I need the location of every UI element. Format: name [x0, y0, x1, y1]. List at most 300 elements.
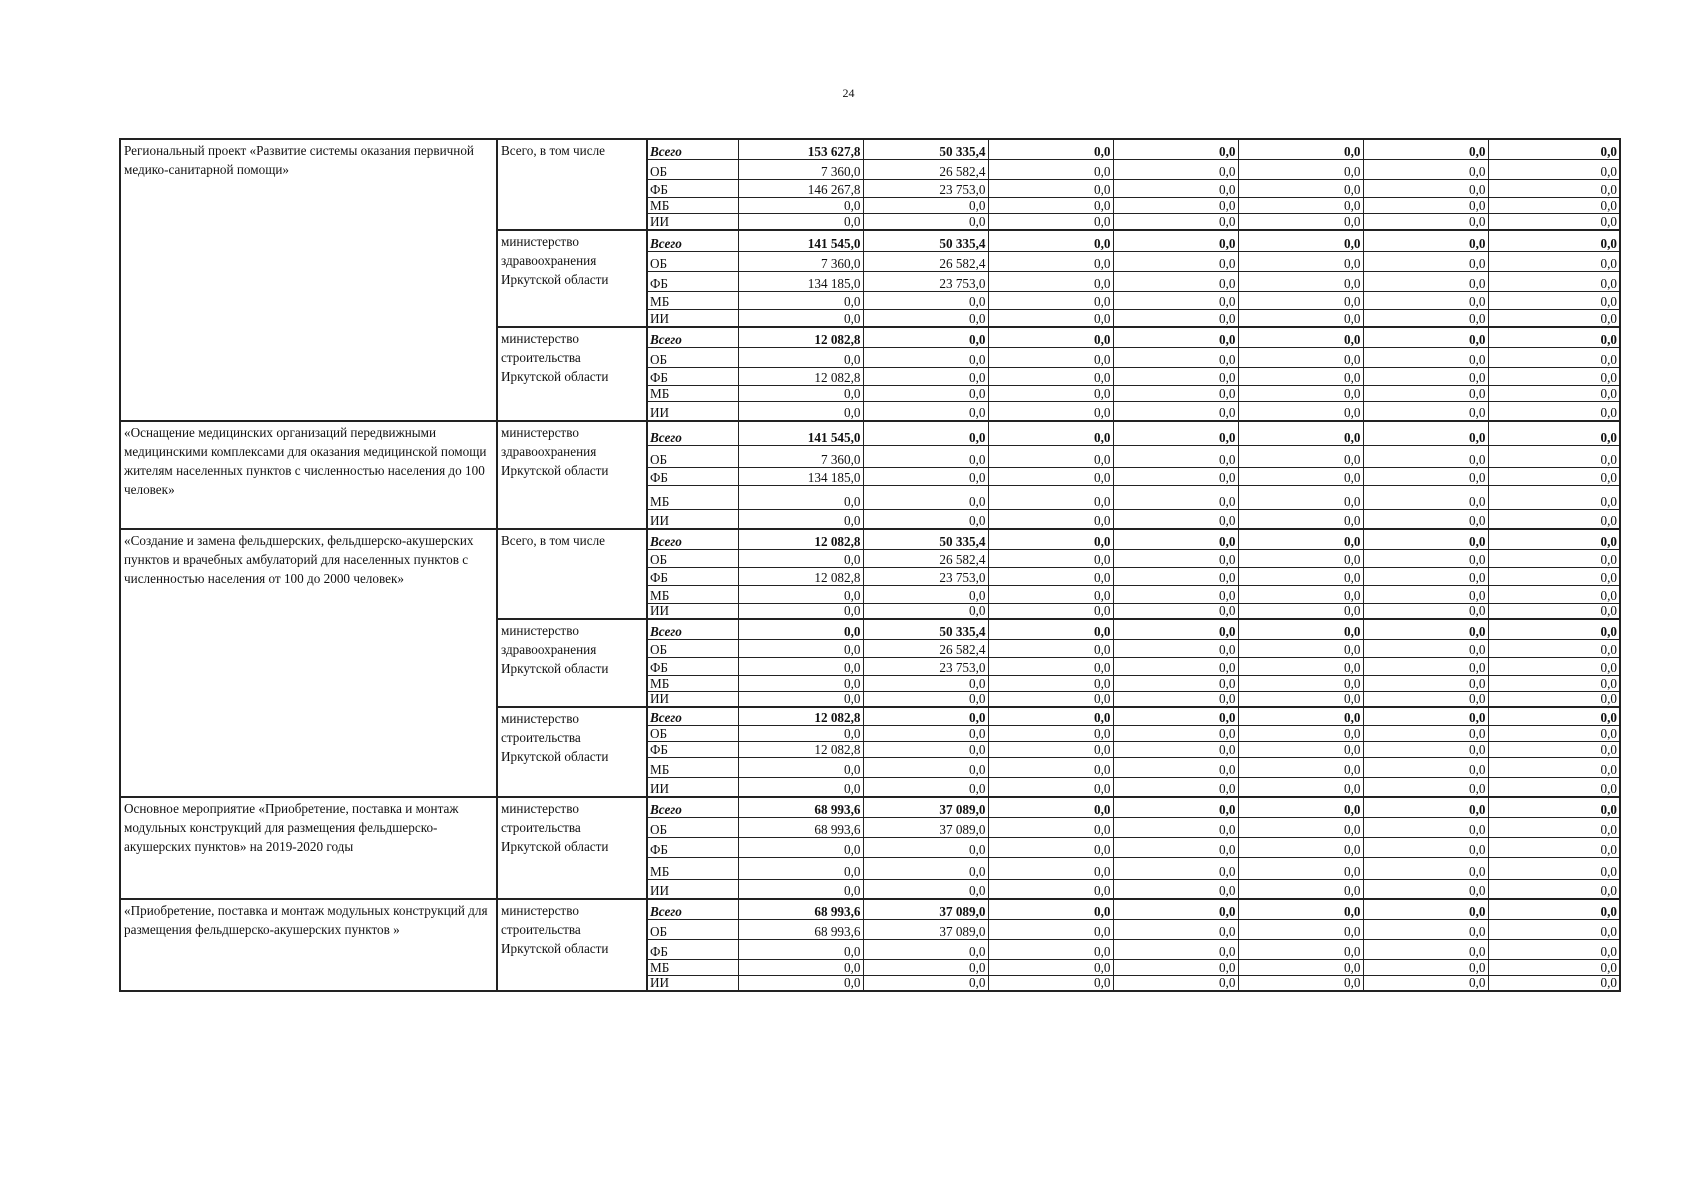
- amount-cell: 0,0: [1363, 421, 1488, 445]
- amount-cell: 0,0: [1363, 230, 1488, 251]
- funding-source-cell: ОБ: [647, 639, 738, 657]
- amount-cell: 0,0: [1238, 509, 1363, 529]
- amount-cell: 0,0: [863, 445, 988, 467]
- amount-cell: 0,0: [738, 401, 863, 421]
- executor-cell: министерство строительства Иркутской области: [497, 707, 647, 797]
- amount-cell: 0,0: [1238, 837, 1363, 857]
- amount-cell: 0,0: [863, 509, 988, 529]
- table-row: [120, 797, 1620, 817]
- measure-name-cell: Региональный проект «Развитие системы оказания первичной медико-санитарной помощи»: [120, 139, 497, 421]
- amount-cell: 0,0: [1238, 707, 1363, 725]
- amount-cell: 0,0: [1238, 725, 1363, 741]
- amount-cell: 0,0: [1238, 139, 1363, 159]
- amount-cell: 0,0: [1238, 549, 1363, 567]
- amount-cell: 50 335,4: [863, 529, 988, 549]
- amount-cell: 0,0: [988, 421, 1113, 445]
- amount-cell: 0,0: [1113, 159, 1238, 179]
- amount-cell: 0,0: [1113, 959, 1238, 975]
- amount-cell: 0,0: [1238, 159, 1363, 179]
- amount-cell: 7 360,0: [738, 159, 863, 179]
- amount-cell: 0,0: [1488, 159, 1620, 179]
- amount-cell: 0,0: [1113, 529, 1238, 549]
- amount-cell: 0,0: [1488, 741, 1620, 757]
- funding-source-cell: МБ: [647, 291, 738, 309]
- amount-cell: 0,0: [1488, 797, 1620, 817]
- amount-cell: 0,0: [1363, 197, 1488, 213]
- funding-source-cell: ОБ: [647, 725, 738, 741]
- amount-cell: 12 082,8: [738, 741, 863, 757]
- amount-cell: 0,0: [1488, 959, 1620, 975]
- amount-cell: 0,0: [1238, 529, 1363, 549]
- amount-cell: 0,0: [1488, 939, 1620, 959]
- amount-cell: 0,0: [1238, 757, 1363, 777]
- funding-source-cell: ФБ: [647, 179, 738, 197]
- funding-source-cell: МБ: [647, 385, 738, 401]
- amount-cell: 0,0: [1238, 797, 1363, 817]
- amount-cell: 0,0: [863, 401, 988, 421]
- amount-cell: 0,0: [738, 939, 863, 959]
- funding-source-cell: ОБ: [647, 347, 738, 367]
- amount-cell: 0,0: [988, 797, 1113, 817]
- measure-name-cell: «Оснащение медицинских организаций передвижными медицинскими комплексами для оказания медицинской помощи жителям населенных пунктов с численностью населения до 100 человек»: [120, 421, 497, 529]
- amount-cell: 0,0: [1363, 879, 1488, 899]
- amount-cell: 0,0: [988, 691, 1113, 707]
- amount-cell: 0,0: [988, 959, 1113, 975]
- amount-cell: 0,0: [1488, 675, 1620, 691]
- amount-cell: 0,0: [1113, 509, 1238, 529]
- amount-cell: 0,0: [1363, 777, 1488, 797]
- funding-source-cell: МБ: [647, 485, 738, 509]
- funding-source-cell: ФБ: [647, 657, 738, 675]
- amount-cell: 0,0: [1488, 401, 1620, 421]
- amount-cell: 7 360,0: [738, 445, 863, 467]
- amount-cell: 0,0: [1488, 707, 1620, 725]
- amount-cell: 0,0: [1363, 603, 1488, 619]
- amount-cell: 0,0: [1113, 367, 1238, 385]
- amount-cell: 0,0: [1488, 421, 1620, 445]
- amount-cell: 0,0: [988, 179, 1113, 197]
- amount-cell: 0,0: [1488, 385, 1620, 401]
- amount-cell: 0,0: [1363, 159, 1488, 179]
- amount-cell: 0,0: [1113, 585, 1238, 603]
- amount-cell: 0,0: [988, 385, 1113, 401]
- executor-cell: министерство здравоохранения Иркутской области: [497, 421, 647, 529]
- amount-cell: 0,0: [1238, 959, 1363, 975]
- amount-cell: 0,0: [988, 467, 1113, 485]
- amount-cell: 50 335,4: [863, 619, 988, 639]
- funding-source-cell: Всего: [647, 619, 738, 639]
- amount-cell: 0,0: [738, 619, 863, 639]
- amount-cell: 0,0: [1238, 421, 1363, 445]
- funding-source-cell: Всего: [647, 139, 738, 159]
- table-row: [120, 529, 1620, 549]
- amount-cell: 0,0: [1238, 691, 1363, 707]
- amount-cell: 0,0: [988, 327, 1113, 347]
- amount-cell: 0,0: [1238, 213, 1363, 230]
- amount-cell: 0,0: [1113, 197, 1238, 213]
- amount-cell: 0,0: [1238, 309, 1363, 327]
- amount-cell: 0,0: [1488, 657, 1620, 675]
- amount-cell: 0,0: [738, 603, 863, 619]
- amount-cell: 0,0: [988, 567, 1113, 585]
- executor-cell: министерство здравоохранения Иркутской области: [497, 230, 647, 327]
- funding-source-cell: Всего: [647, 230, 738, 251]
- funding-source-cell: ФБ: [647, 567, 738, 585]
- amount-cell: 0,0: [1113, 467, 1238, 485]
- amount-cell: 141 545,0: [738, 230, 863, 251]
- amount-cell: 0,0: [1113, 675, 1238, 691]
- amount-cell: 0,0: [863, 197, 988, 213]
- amount-cell: 0,0: [1238, 327, 1363, 347]
- amount-cell: 0,0: [1363, 401, 1488, 421]
- amount-cell: 0,0: [863, 347, 988, 367]
- amount-cell: 0,0: [738, 213, 863, 230]
- funding-source-cell: ИИ: [647, 603, 738, 619]
- amount-cell: 0,0: [738, 197, 863, 213]
- amount-cell: 0,0: [1238, 857, 1363, 879]
- amount-cell: 0,0: [738, 657, 863, 675]
- amount-cell: 0,0: [1238, 445, 1363, 467]
- amount-cell: 12 082,8: [738, 529, 863, 549]
- funding-source-cell: ИИ: [647, 401, 738, 421]
- amount-cell: 0,0: [988, 485, 1113, 509]
- amount-cell: 0,0: [988, 585, 1113, 603]
- amount-cell: 0,0: [988, 603, 1113, 619]
- amount-cell: 0,0: [988, 857, 1113, 879]
- amount-cell: 0,0: [1238, 939, 1363, 959]
- funding-source-cell: МБ: [647, 757, 738, 777]
- amount-cell: 0,0: [988, 675, 1113, 691]
- measure-name-cell: Основное мероприятие «Приобретение, поставка и монтаж модульных конструкций для размещения фельдшерско-акушерских пунктов» на 2019-2020 годы: [120, 797, 497, 899]
- amount-cell: 0,0: [1238, 919, 1363, 939]
- amount-cell: 0,0: [988, 291, 1113, 309]
- funding-source-cell: МБ: [647, 585, 738, 603]
- amount-cell: 0,0: [1113, 179, 1238, 197]
- amount-cell: 0,0: [863, 975, 988, 991]
- amount-cell: 0,0: [1238, 230, 1363, 251]
- amount-cell: 0,0: [988, 817, 1113, 837]
- funding-source-cell: Всего: [647, 707, 738, 725]
- amount-cell: 0,0: [988, 529, 1113, 549]
- amount-cell: 0,0: [988, 777, 1113, 797]
- amount-cell: 0,0: [1113, 757, 1238, 777]
- amount-cell: 0,0: [988, 230, 1113, 251]
- funding-source-cell: ФБ: [647, 271, 738, 291]
- amount-cell: 68 993,6: [738, 899, 863, 919]
- amount-cell: 0,0: [988, 619, 1113, 639]
- amount-cell: 0,0: [1238, 291, 1363, 309]
- funding-source-cell: ИИ: [647, 509, 738, 529]
- amount-cell: 68 993,6: [738, 919, 863, 939]
- funding-source-cell: МБ: [647, 959, 738, 975]
- amount-cell: 0,0: [1488, 485, 1620, 509]
- amount-cell: 0,0: [988, 725, 1113, 741]
- amount-cell: 0,0: [738, 959, 863, 975]
- amount-cell: 23 753,0: [863, 179, 988, 197]
- table-row: [120, 421, 1620, 445]
- amount-cell: 0,0: [863, 421, 988, 445]
- amount-cell: 0,0: [1113, 271, 1238, 291]
- amount-cell: 0,0: [863, 309, 988, 327]
- amount-cell: 0,0: [1488, 309, 1620, 327]
- amount-cell: 0,0: [738, 549, 863, 567]
- amount-cell: 0,0: [988, 445, 1113, 467]
- amount-cell: 0,0: [1363, 837, 1488, 857]
- amount-cell: 0,0: [1363, 675, 1488, 691]
- amount-cell: 0,0: [1113, 603, 1238, 619]
- amount-cell: 0,0: [738, 837, 863, 857]
- amount-cell: 0,0: [1363, 347, 1488, 367]
- amount-cell: 0,0: [988, 139, 1113, 159]
- amount-cell: 0,0: [1238, 899, 1363, 919]
- amount-cell: 0,0: [1363, 757, 1488, 777]
- amount-cell: 146 267,8: [738, 179, 863, 197]
- funding-source-cell: ФБ: [647, 367, 738, 385]
- amount-cell: 0,0: [1113, 347, 1238, 367]
- amount-cell: 0,0: [1113, 741, 1238, 757]
- amount-cell: 0,0: [1113, 639, 1238, 657]
- table-row: [120, 899, 1620, 919]
- amount-cell: 0,0: [1488, 251, 1620, 271]
- amount-cell: 0,0: [863, 691, 988, 707]
- funding-source-cell: МБ: [647, 197, 738, 213]
- amount-cell: 0,0: [988, 657, 1113, 675]
- amount-cell: 0,0: [1113, 857, 1238, 879]
- amount-cell: 0,0: [863, 213, 988, 230]
- amount-cell: 0,0: [1363, 529, 1488, 549]
- funding-source-cell: ФБ: [647, 939, 738, 959]
- executor-cell: министерство строительства Иркутской области: [497, 797, 647, 899]
- amount-cell: 0,0: [988, 939, 1113, 959]
- amount-cell: 0,0: [738, 691, 863, 707]
- amount-cell: 0,0: [988, 837, 1113, 857]
- amount-cell: 0,0: [1488, 367, 1620, 385]
- funding-source-cell: МБ: [647, 857, 738, 879]
- amount-cell: 0,0: [863, 707, 988, 725]
- amount-cell: 0,0: [1488, 817, 1620, 837]
- amount-cell: 134 185,0: [738, 271, 863, 291]
- amount-cell: 0,0: [1238, 879, 1363, 899]
- amount-cell: 0,0: [1113, 567, 1238, 585]
- amount-cell: 0,0: [1363, 271, 1488, 291]
- amount-cell: 0,0: [1113, 549, 1238, 567]
- amount-cell: 0,0: [1488, 639, 1620, 657]
- amount-cell: 0,0: [863, 741, 988, 757]
- funding-source-cell: ИИ: [647, 879, 738, 899]
- amount-cell: 0,0: [863, 777, 988, 797]
- funding-source-cell: Всего: [647, 327, 738, 347]
- amount-cell: 141 545,0: [738, 421, 863, 445]
- amount-cell: 50 335,4: [863, 139, 988, 159]
- amount-cell: 0,0: [1238, 619, 1363, 639]
- amount-cell: 0,0: [1113, 707, 1238, 725]
- budget-table: [119, 138, 1621, 992]
- amount-cell: 0,0: [738, 347, 863, 367]
- amount-cell: 0,0: [738, 857, 863, 879]
- funding-source-cell: ИИ: [647, 777, 738, 797]
- amount-cell: 12 082,8: [738, 367, 863, 385]
- amount-cell: 0,0: [988, 899, 1113, 919]
- amount-cell: 0,0: [1363, 817, 1488, 837]
- executor-cell: Всего, в том числе: [497, 139, 647, 230]
- funding-source-cell: Всего: [647, 899, 738, 919]
- amount-cell: 0,0: [1363, 707, 1488, 725]
- amount-cell: 0,0: [738, 385, 863, 401]
- amount-cell: 0,0: [1488, 549, 1620, 567]
- amount-cell: 0,0: [1488, 139, 1620, 159]
- amount-cell: 0,0: [1238, 603, 1363, 619]
- amount-cell: 0,0: [1113, 975, 1238, 991]
- amount-cell: 12 082,8: [738, 707, 863, 725]
- amount-cell: 0,0: [988, 509, 1113, 529]
- amount-cell: 0,0: [1113, 837, 1238, 857]
- funding-source-cell: ОБ: [647, 445, 738, 467]
- amount-cell: 0,0: [1488, 271, 1620, 291]
- amount-cell: 0,0: [863, 837, 988, 857]
- amount-cell: 0,0: [1238, 585, 1363, 603]
- amount-cell: 0,0: [1238, 467, 1363, 485]
- amount-cell: 0,0: [988, 251, 1113, 271]
- amount-cell: 0,0: [1363, 691, 1488, 707]
- amount-cell: 37 089,0: [863, 919, 988, 939]
- amount-cell: 0,0: [1488, 585, 1620, 603]
- funding-source-cell: ИИ: [647, 691, 738, 707]
- amount-cell: 0,0: [1488, 725, 1620, 741]
- amount-cell: 0,0: [988, 707, 1113, 725]
- amount-cell: 0,0: [1488, 529, 1620, 549]
- funding-source-cell: Всего: [647, 797, 738, 817]
- amount-cell: 0,0: [1363, 467, 1488, 485]
- amount-cell: 0,0: [863, 939, 988, 959]
- amount-cell: 0,0: [988, 309, 1113, 327]
- amount-cell: 134 185,0: [738, 467, 863, 485]
- funding-source-cell: ОБ: [647, 159, 738, 179]
- amount-cell: 0,0: [863, 485, 988, 509]
- amount-cell: 0,0: [1113, 230, 1238, 251]
- amount-cell: 0,0: [738, 309, 863, 327]
- amount-cell: 0,0: [1238, 347, 1363, 367]
- amount-cell: 0,0: [1488, 899, 1620, 919]
- amount-cell: 0,0: [1363, 567, 1488, 585]
- funding-source-cell: ФБ: [647, 837, 738, 857]
- funding-source-cell: ФБ: [647, 741, 738, 757]
- amount-cell: 0,0: [1113, 291, 1238, 309]
- amount-cell: 0,0: [863, 327, 988, 347]
- amount-cell: 0,0: [863, 857, 988, 879]
- amount-cell: 37 089,0: [863, 899, 988, 919]
- funding-source-cell: ФБ: [647, 467, 738, 485]
- amount-cell: 0,0: [988, 549, 1113, 567]
- amount-cell: 0,0: [1113, 309, 1238, 327]
- amount-cell: 0,0: [1363, 919, 1488, 939]
- amount-cell: 0,0: [1113, 213, 1238, 230]
- executor-cell: министерство здравоохранения Иркутской области: [497, 619, 647, 707]
- amount-cell: 0,0: [738, 291, 863, 309]
- amount-cell: 0,0: [1113, 797, 1238, 817]
- amount-cell: 0,0: [1488, 777, 1620, 797]
- amount-cell: 0,0: [988, 367, 1113, 385]
- funding-source-cell: ИИ: [647, 309, 738, 327]
- amount-cell: 0,0: [1238, 657, 1363, 675]
- amount-cell: 0,0: [1363, 741, 1488, 757]
- amount-cell: 0,0: [988, 197, 1113, 213]
- measure-name-cell: «Приобретение, поставка и монтаж модульных конструкций для размещения фельдшерско-акушерских пунктов »: [120, 899, 497, 991]
- amount-cell: 0,0: [1488, 757, 1620, 777]
- amount-cell: 0,0: [1363, 939, 1488, 959]
- amount-cell: 0,0: [1238, 251, 1363, 271]
- amount-cell: 0,0: [1363, 959, 1488, 975]
- funding-source-cell: ОБ: [647, 919, 738, 939]
- amount-cell: 0,0: [988, 639, 1113, 657]
- amount-cell: 0,0: [863, 385, 988, 401]
- amount-cell: 0,0: [988, 741, 1113, 757]
- amount-cell: 0,0: [1363, 857, 1488, 879]
- measure-name-cell: «Создание и замена фельдшерских, фельдшерско-акушерских пунктов и врачебных амбулаторий для населенных пунктов с численностью населения от 100 до 2000 человек»: [120, 529, 497, 797]
- amount-cell: 0,0: [1113, 817, 1238, 837]
- amount-cell: 0,0: [1113, 939, 1238, 959]
- amount-cell: 0,0: [738, 585, 863, 603]
- amount-cell: 0,0: [1488, 619, 1620, 639]
- page-number: 24: [842, 86, 855, 100]
- amount-cell: 153 627,8: [738, 139, 863, 159]
- amount-cell: 0,0: [863, 603, 988, 619]
- amount-cell: 0,0: [738, 639, 863, 657]
- funding-source-cell: ОБ: [647, 817, 738, 837]
- amount-cell: 0,0: [1488, 445, 1620, 467]
- amount-cell: 0,0: [988, 401, 1113, 421]
- amount-cell: 0,0: [1488, 230, 1620, 251]
- amount-cell: 0,0: [863, 725, 988, 741]
- amount-cell: 0,0: [1488, 879, 1620, 899]
- amount-cell: 0,0: [1113, 401, 1238, 421]
- amount-cell: 0,0: [1488, 213, 1620, 230]
- amount-cell: 68 993,6: [738, 817, 863, 837]
- amount-cell: 0,0: [1488, 837, 1620, 857]
- amount-cell: 0,0: [1488, 291, 1620, 309]
- amount-cell: 0,0: [1113, 879, 1238, 899]
- amount-cell: 68 993,6: [738, 797, 863, 817]
- amount-cell: 0,0: [1363, 445, 1488, 467]
- amount-cell: 0,0: [1238, 639, 1363, 657]
- amount-cell: 0,0: [1113, 251, 1238, 271]
- amount-cell: 0,0: [1238, 385, 1363, 401]
- amount-cell: 0,0: [1363, 619, 1488, 639]
- table-row: [120, 139, 1620, 159]
- amount-cell: 0,0: [1113, 421, 1238, 445]
- amount-cell: 0,0: [1238, 485, 1363, 509]
- amount-cell: 0,0: [988, 347, 1113, 367]
- amount-cell: 0,0: [1238, 741, 1363, 757]
- amount-cell: 0,0: [1488, 975, 1620, 991]
- amount-cell: 0,0: [863, 367, 988, 385]
- amount-cell: 0,0: [1363, 251, 1488, 271]
- amount-cell: 0,0: [1488, 567, 1620, 585]
- amount-cell: 0,0: [738, 725, 863, 741]
- amount-cell: 37 089,0: [863, 817, 988, 837]
- amount-cell: 0,0: [1488, 603, 1620, 619]
- amount-cell: 0,0: [1113, 619, 1238, 639]
- amount-cell: 0,0: [1488, 509, 1620, 529]
- amount-cell: 12 082,8: [738, 327, 863, 347]
- amount-cell: 50 335,4: [863, 230, 988, 251]
- funding-source-cell: ОБ: [647, 251, 738, 271]
- amount-cell: 0,0: [1488, 691, 1620, 707]
- amount-cell: 0,0: [1113, 919, 1238, 939]
- amount-cell: 0,0: [1363, 179, 1488, 197]
- amount-cell: 26 582,4: [863, 159, 988, 179]
- amount-cell: 0,0: [1488, 327, 1620, 347]
- amount-cell: 0,0: [1488, 179, 1620, 197]
